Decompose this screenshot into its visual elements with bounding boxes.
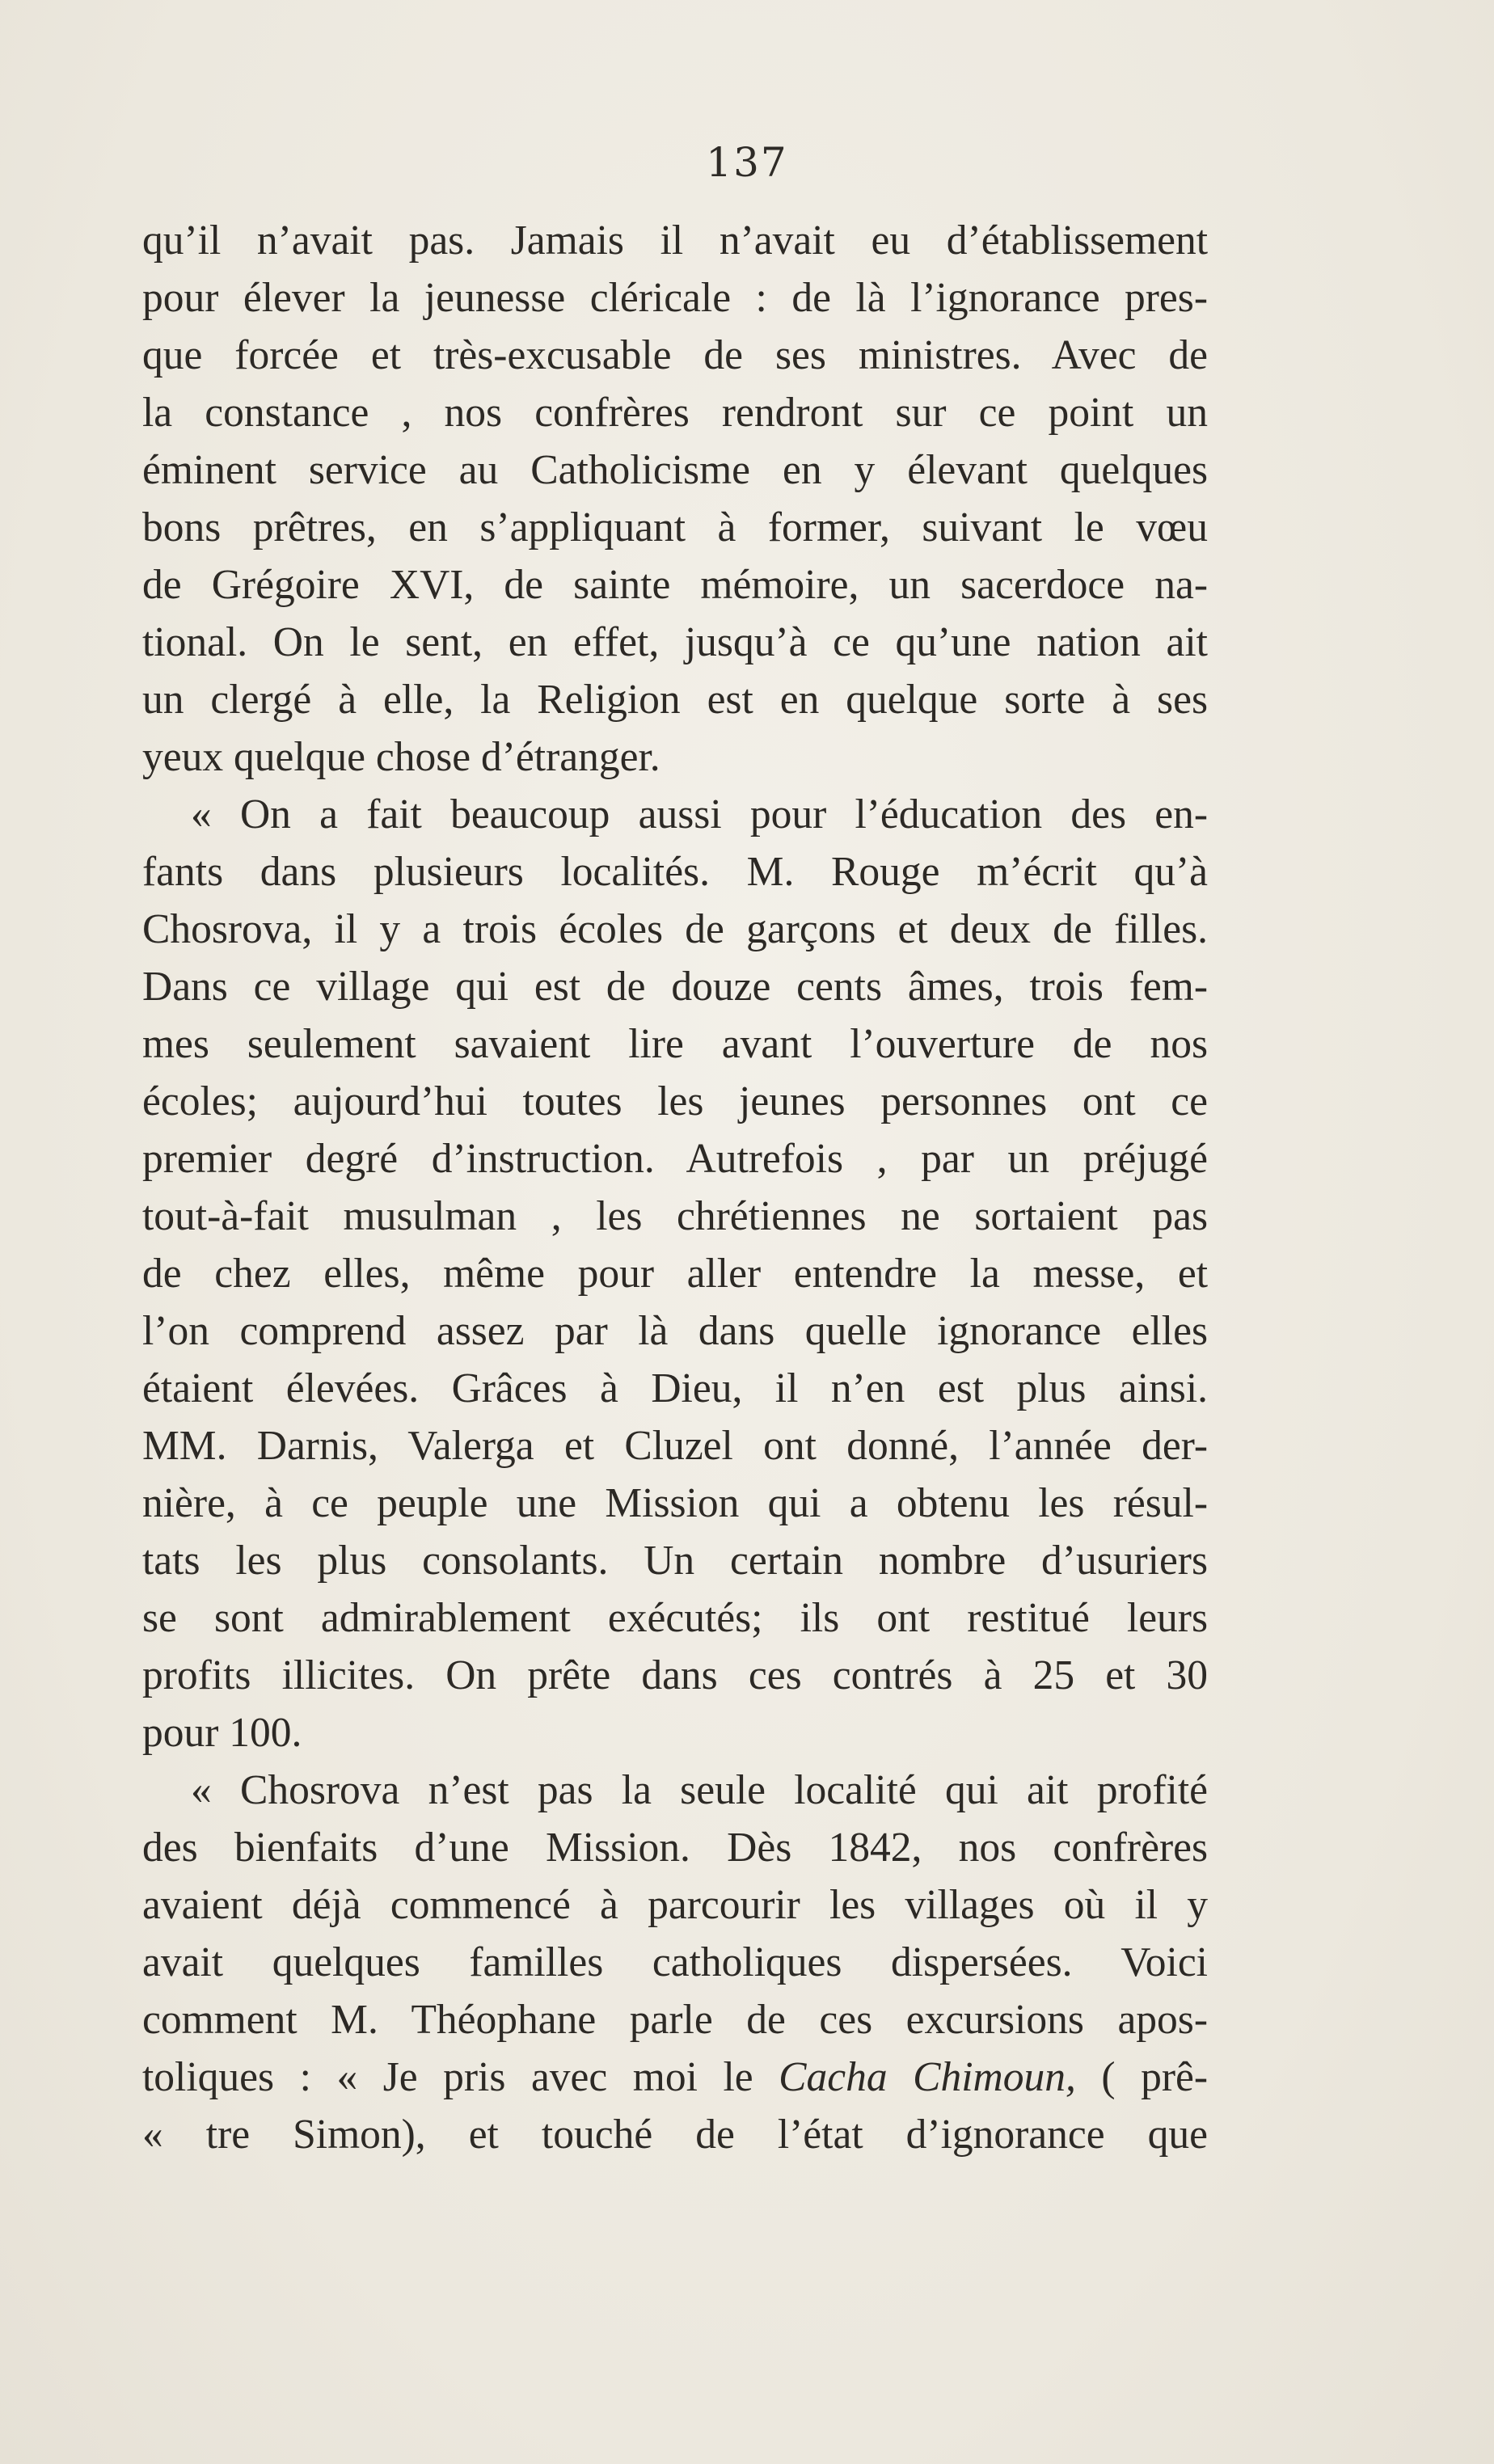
text-line: profits illicites. On prête dans ces contrés à 25 et 30 xyxy=(142,1652,1208,1698)
text-line: se sont admirablement exécutés; ils ont restitué leurs xyxy=(142,1595,1208,1641)
text-line xyxy=(142,2048,1208,2106)
text-line: « tre Simon), et touché de l’état d’ignorance que xyxy=(142,2112,1208,2158)
text-line: tats les plus consolants. Un certain nombre d’usuriers xyxy=(142,1538,1208,1584)
text-line: nière, à ce peuple une Mission qui a obtenu les résul- xyxy=(142,1480,1208,1526)
text-line: de chez elles, même pour aller entendre la messe, et xyxy=(142,1251,1208,1297)
text-line: yeux quelque chose d’étranger. xyxy=(142,734,660,780)
page-number: 137 xyxy=(706,139,788,186)
italic-text: Cacha Chimoun, xyxy=(779,2054,1076,2100)
text-line: que forcée et très-excusable de ses ministres. Avec de xyxy=(142,332,1208,378)
text-line: « Chosrova n’est pas la seule localité qui ait profité xyxy=(191,1767,1208,1813)
text-line: un clergé à elle, la Religion est en quelque sorte à ses xyxy=(142,677,1208,723)
text-line: étaient élevées. Grâces à Dieu, il n’en est plus ainsi. xyxy=(142,1365,1208,1411)
text-line: comment M. Théophane parle de ces excursions apos- xyxy=(142,1997,1208,2043)
body-text xyxy=(142,212,1208,2163)
text-line: avait quelques familles catholiques dispersées. Voici xyxy=(142,1939,1208,1985)
text-line: l’on comprend assez par là dans quelle ignorance elles xyxy=(142,1308,1208,1354)
text-line: avaient déjà commencé à parcourir les villages où il y xyxy=(142,1882,1208,1928)
text-segment: toliques : « Je pris avec moi le xyxy=(142,2054,779,2100)
text-line: qu’il n’avait pas. Jamais il n’avait eu d’établissement xyxy=(142,217,1208,264)
text-line: premier degré d’instruction. Autrefois , par un préjugé xyxy=(142,1136,1208,1182)
text-segment: ( prê- xyxy=(1075,2054,1208,2100)
text-line: pour élever la jeunesse cléricale : de là l’ignorance pres- xyxy=(142,275,1208,321)
text-line: « On a fait beaucoup aussi pour l’éducation des en- xyxy=(191,791,1208,838)
text-line: tout-à-fait musulman , les chrétiennes ne sortaient pas xyxy=(142,1193,1208,1239)
text-line: éminent service au Catholicisme en y élevant quelques xyxy=(142,447,1208,493)
text-line: écoles; aujourd’hui toutes les jeunes personnes ont ce xyxy=(142,1078,1208,1124)
text-line: bons prêtres, en s’appliquant à former, suivant le vœu xyxy=(142,504,1208,551)
text-line: pour 100. xyxy=(142,1710,302,1756)
text-line: mes seulement savaient lire avant l’ouverture de nos xyxy=(142,1021,1208,1067)
text-line: Dans ce village qui est de douze cents âmes, trois fem- xyxy=(142,964,1208,1010)
text-line: tional. On le sent, en effet, jusqu’à ce qu’une nation ait xyxy=(142,619,1208,665)
text-line: des bienfaits d’une Mission. Dès 1842, nos confrères xyxy=(142,1825,1208,1871)
text-line: Chosrova, il y a trois écoles de garçons et deux de filles. xyxy=(142,906,1208,952)
text-line: la constance , nos confrères rendront sur ce point un xyxy=(142,390,1208,436)
text-line: fants dans plusieurs localités. M. Rouge m’écrit qu’à xyxy=(142,849,1208,895)
text-line: de Grégoire XVI, de sainte mémoire, un sacerdoce na- xyxy=(142,562,1208,608)
text-line: MM. Darnis, Valerga et Cluzel ont donné, l’année der- xyxy=(142,1423,1208,1469)
